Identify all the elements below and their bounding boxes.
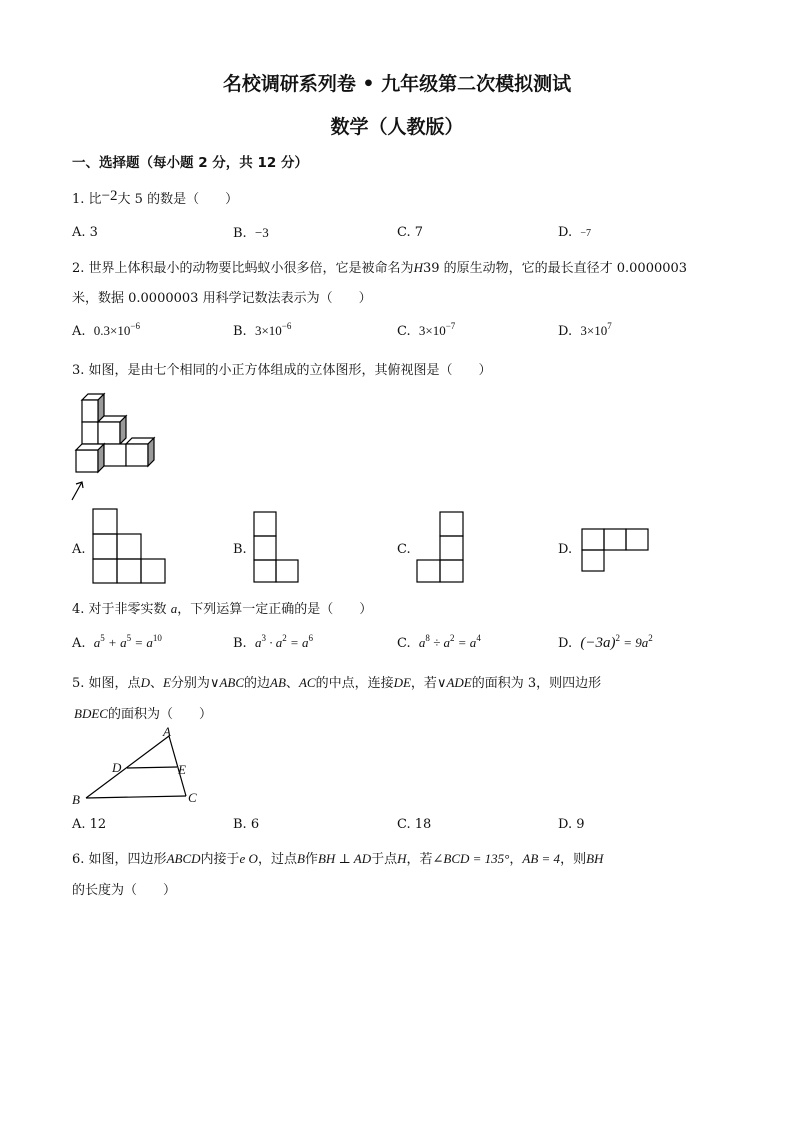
math-term: = 9a [619,635,649,650]
math-exp: 4 [476,633,481,643]
math-exp: 3 [261,633,266,643]
math-var: AB = 4 [522,851,561,866]
option-b[interactable] [233,635,313,651]
question-text: ，下列运算一定正确的是（ ） [177,602,373,617]
point-label-d: D [112,760,122,775]
page-title: 名校调研系列卷 • 九年级第二次模拟测试 [222,73,572,95]
question-number: 1. [72,192,85,207]
option-label: D. [558,324,573,339]
question-text: 作 [304,852,318,867]
math-var: AC [298,675,316,690]
question-text: 对于非零实数 [88,602,167,617]
option-label: A. [72,636,86,651]
math-term: + a [104,635,127,650]
option-base: 0.3×10 [93,323,131,338]
math-term: a [254,635,262,650]
question-text: ，若 [410,676,437,691]
question-6 [72,848,603,867]
math-var: D [140,675,150,690]
question-number: 3. [72,363,85,378]
math-term: = a [131,635,153,650]
math-value: −2 [101,188,118,204]
option-d[interactable] [558,635,653,652]
math-exp: 2 [450,633,455,643]
math-var: H [413,260,423,275]
question-4 [72,598,372,617]
question-text: 的面积为（ ） [107,707,212,722]
math-var: ∠BCD = 135° [432,851,510,866]
side-bc [86,796,186,798]
question-text: 世界上体积最小的动物要比蚂蚁小很多倍，它是被命名为 [88,261,414,276]
option-label: B. [233,636,247,651]
math-exp: 5 [126,633,132,643]
question-text: 、 [285,676,299,691]
option-d[interactable] [558,323,612,339]
question-1 [72,188,238,208]
question-text: ，则 [560,852,587,867]
option-exponent: −6 [130,321,140,331]
math-exp: 8 [425,633,430,643]
math-term: = a [286,635,309,650]
math-exp: 2 [615,633,620,643]
math-exp: 6 [308,633,313,643]
cube-stack-figure [68,388,168,503]
question-text: 的面积为 3，则四边形 [471,676,602,691]
option-a[interactable]: A. 3 [72,225,98,240]
math-exp: 5 [100,633,105,643]
option-a[interactable]: A. 12 [72,817,107,832]
math-var: BH [586,851,604,866]
math-var: H [397,851,407,866]
option-d[interactable] [558,225,591,240]
question-text: 大 5 的数是（ ） [117,192,239,207]
question-5 [72,672,601,691]
question-text: 如图，点 [88,676,141,691]
option-b-grid [254,512,304,587]
segment-de [127,767,177,768]
question-text: ， [509,852,523,867]
question-text: 如图，是由七个相同的小正方体组成的立体图形，其俯视图是（ ） [88,363,492,378]
option-base: 3×10 [418,323,446,338]
question-number: 6. [72,852,85,867]
option-label: B. [233,226,247,241]
math-term: (−3a) [580,635,616,651]
vertex-label-a: A [163,724,171,739]
question-text: 的边 [244,676,271,691]
math-var: ABCD [166,851,201,866]
question-3 [72,359,492,378]
math-var: ∨ADE [436,675,472,690]
option-label: A. [72,324,86,339]
question-text: 内接于 [200,852,240,867]
question-text: ，若 [406,852,433,867]
question-text: 比 [88,192,102,207]
option-a[interactable]: A. [72,542,86,557]
option-base: 3×10 [254,323,282,338]
math-var: ∨ABC [209,675,245,690]
option-b[interactable]: B. 6 [233,817,260,832]
math-term: · a [265,635,283,650]
math-var: BDEC [74,706,108,721]
option-label: D. [558,225,573,240]
question-2-line2: 米，数据 0.0000003 用科学记数法表示为（ ） [72,291,372,306]
question-number: 5. [72,676,85,691]
question-number: 2. [72,261,85,276]
option-c[interactable]: C. 18 [397,817,432,832]
question-5-line2 [74,703,212,722]
option-exponent: 7 [607,321,612,331]
point-label-e: E [178,762,186,777]
math-var: DE [393,675,411,690]
question-text: 分别为 [170,676,210,691]
option-label: C. [397,636,411,651]
math-term: = a [454,635,477,650]
option-b[interactable] [233,225,269,241]
option-label: C. [397,324,411,339]
question-6-line2: 的长度为（ ） [72,883,177,898]
option-c[interactable]: C. [397,542,411,557]
option-d-grid [581,528,651,573]
option-a[interactable] [72,635,162,651]
question-text: 于点 [371,852,398,867]
option-exponent: −7 [445,321,456,331]
section-heading: 一、选择题（每小题 2 分，共 12 分） [72,155,308,171]
option-d[interactable]: D. 9 [558,817,585,832]
math-term: ÷ a [429,635,451,650]
math-var: E [162,675,171,690]
option-c[interactable]: C. 7 [397,225,424,240]
option-c-grid [417,512,467,587]
option-value: −3 [254,225,269,240]
question-2 [72,257,687,276]
option-a-grid [93,509,168,584]
option-label: D. [558,636,573,651]
option-b[interactable] [233,323,291,339]
math-exp: 2 [648,633,653,643]
option-base: 3×10 [580,323,608,338]
math-var: a [170,601,178,616]
option-b[interactable]: B. [233,542,247,557]
math-var: B [296,851,305,866]
page-subtitle: 数学（人教版） [330,116,464,138]
math-var: AB [270,675,286,690]
question-text: 如图，四边形 [88,852,167,867]
vertex-label-c: C [188,790,197,805]
question-text: ，过点 [257,852,297,867]
math-exp: 2 [282,633,287,643]
triangle-figure [70,726,210,816]
option-value: −7 [580,228,591,239]
option-label: B. [233,324,247,339]
question-text: 的中点，连接 [315,676,394,691]
math-exp: 10 [152,633,162,643]
option-d[interactable]: D. [558,542,573,557]
math-var: e O [239,851,258,866]
question-number: 4. [72,602,85,617]
math-term: a [418,635,426,650]
option-exponent: −6 [281,321,292,331]
math-var: BH ⊥ AD [317,851,372,866]
option-c[interactable] [397,323,455,339]
math-term: a [93,635,101,650]
option-a[interactable] [72,323,140,339]
question-text: 39 的原生动物，它的最长直径才 0.0000003 [422,261,688,276]
view-direction-arrow [72,482,82,500]
vertex-label-b: B [72,792,80,807]
option-c[interactable] [397,635,481,651]
question-text: 、 [149,676,163,691]
